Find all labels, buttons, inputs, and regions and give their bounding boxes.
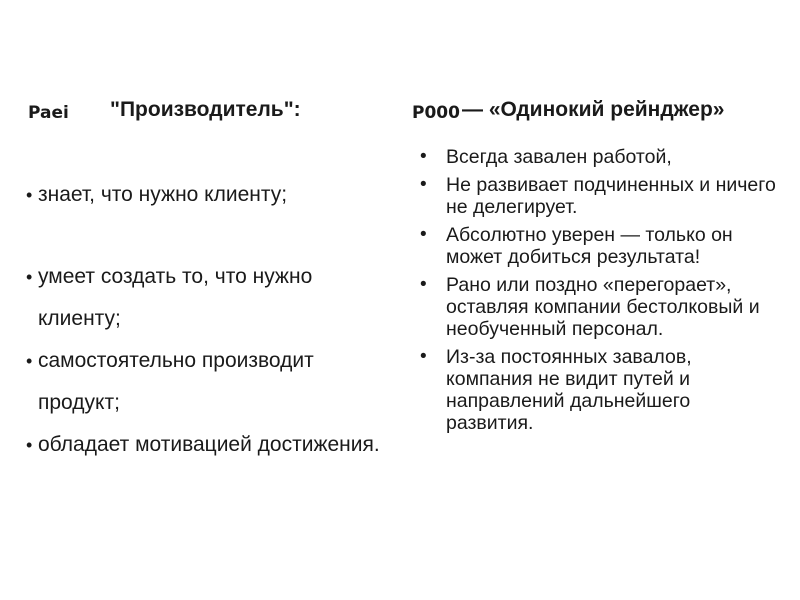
list-item-text: Не развивает подчиненных и ничего не делегирует. xyxy=(446,174,776,218)
list-item xyxy=(420,274,780,340)
right-list xyxy=(420,146,780,440)
bullet-icon: • xyxy=(26,185,33,205)
bullet-icon: • xyxy=(420,346,427,367)
left-list xyxy=(26,174,381,466)
list-item-text: Из-за постоянных завалов, компания не видит путей и направлений дальнейшего развития. xyxy=(446,346,692,434)
list-item xyxy=(420,224,780,268)
bullet-icon: • xyxy=(420,174,427,195)
list-item-text: Рано или поздно «перегорает», оставляя компании бестолковый и необученный персонал. xyxy=(446,274,760,340)
left-title: "Производитель": xyxy=(110,98,301,121)
list-item-text: знает, что нужно клиенту; xyxy=(38,183,288,206)
right-title: — «Одинокий рейнджер» xyxy=(462,98,725,121)
list-item-text: Всегда завален работой, xyxy=(446,146,672,168)
list-item-text: Абсолютно уверен — только он может добиться результата! xyxy=(446,224,733,268)
bullet-icon: • xyxy=(420,146,427,167)
list-item xyxy=(26,340,381,424)
list-item-text: умеет создать то, что нужно клиенту; xyxy=(38,265,313,330)
left-code: Paei xyxy=(28,103,69,123)
bullet-icon: • xyxy=(26,435,33,455)
list-item xyxy=(420,146,780,168)
bullet-icon: • xyxy=(420,224,427,245)
right-code: P000 xyxy=(412,103,460,123)
list-item xyxy=(420,174,780,218)
list-item xyxy=(26,174,381,216)
bullet-icon: • xyxy=(26,351,33,371)
list-item-text: обладает мотивацией достижения. xyxy=(38,433,380,456)
list-item xyxy=(420,346,780,434)
bullet-icon: • xyxy=(420,274,427,295)
list-item xyxy=(26,424,381,466)
bullet-icon: • xyxy=(26,267,33,287)
list-item-text: самостоятельно производит продукт; xyxy=(38,349,314,414)
list-item xyxy=(26,256,381,340)
